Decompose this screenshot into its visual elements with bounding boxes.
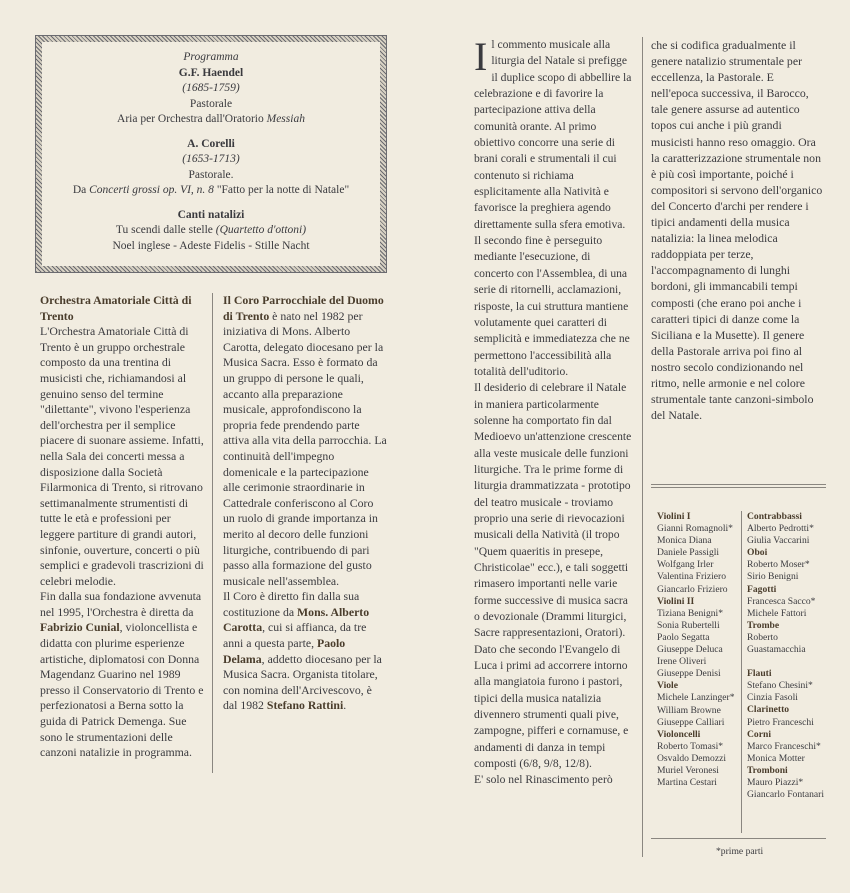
orchestra-paragraph-2: Fin dalla sua fondazione avvenuta nel 1995, l'Orchestra è diretta da Fabrizio Cunial, violoncellista e didatta con plurime esperienze artistiche, diplomatosi con Donna Magendanz Guarino nel 1989 presso il Conservatorio di Trento e perfezionatosi a Berna sotto la guida di Patrick Demenga. Sue sono le strumentazioni delle canzoni natalizie in programma. <box>40 589 204 760</box>
roster-musician: Sirio Benigni <box>747 571 799 583</box>
roster-section-heading: Contrabbassi <box>747 511 802 522</box>
roster-top-rule <box>651 484 826 485</box>
roster-section-heading: Violini I <box>657 511 691 522</box>
roster-section-heading: Trombe <box>747 619 780 631</box>
roster-section-heading: Oboi <box>747 547 768 559</box>
roster-musician: Alberto Pedrotti* <box>747 523 814 535</box>
drop-cap: I <box>474 34 488 79</box>
coro-paragraph-1: Il Coro Parrocchiale del Duomo di Trento è nato nel 1982 per iniziativa di Mons. Alberto Carotta, delegato diocesano per la Musica Sacra. Esso è formato da un gruppo di persone le quali, accanto alla preparazione musicale, approfondiscono la propria fede prendendo parte attiva alla vita della parrocchia. La continuità dell'impegno domenicale e la partecipazione alle cerimonie straordinarie in Cattedrale conferiscono al Coro un ruolo di grande importanza in merito al decoro delle funzioni liturgiche, contribuendo di pari passo alla formazione del gusto musicale nell'assemblea. <box>223 293 387 588</box>
essay-paragraph-3: E' solo nel Rinascimento però <box>474 773 613 787</box>
roster-musician: Michele Fattori <box>747 607 807 619</box>
roster-musician: Roberto Moser* <box>747 559 810 571</box>
carol-line-2: Noel inglese - Adeste Fidelis - Stille Nacht <box>112 239 310 252</box>
piece-detail: Da Concerti grossi op. VI, n. 8 "Fatto per la notte di Natale" <box>72 184 350 196</box>
roster-musician: Tiziana Benigni* <box>657 607 723 619</box>
roster-musician: Roberto Tomasi* <box>657 740 724 752</box>
roster-musician: Giuseppe Deluca <box>657 644 723 656</box>
essay-column-2 <box>651 37 823 423</box>
roster-section-heading: Tromboni <box>747 764 788 776</box>
roster-musician: Daniele Passigli <box>657 547 720 559</box>
carols-heading: Canti natalizi <box>177 208 245 221</box>
roster-musician: Wolfgang Irler <box>657 559 714 571</box>
roster-musician: Monica Motter <box>747 752 805 764</box>
column-divider <box>212 293 213 773</box>
roster-section-heading: Violoncelli <box>657 728 701 740</box>
essay-paragraph-2: Il desiderio di celebrare il Natale in maniera particolarmente solenne ha comportato fin dal Medioevo un'attenzione crescente alla veste musicale delle funzioni liturgiche. Tra le prime forme di liturgia drammatizzata - prototipo del teatro musicale - troviamo proprio una serie di rievocazioni musicali della Natività (il tropo "Quem quaeritis in presepe, Christicolae" ecc.), e tali soggetti rimasero importanti nelle varie forme successive di musica sacra o devozionale (Drammi liturgici, Sacre rappresentazioni, Oratori). Dato che secondo l'Evangelo di Luca i primi ad accorrere intorno alla mangiatoia furono i pastori, tipici della musica natalizia divennero strumenti quali pive, zampogne, pifferi e cornamuse, e andamenti di danza in tempi composti (6/8, 9/8, 12/8). <box>474 381 632 771</box>
roster-section-heading: Corni <box>747 728 771 740</box>
haendel-dates: (1685-1759) <box>182 82 240 94</box>
orchestra-paragraph-1: L'Orchestra Amatoriale Città di Trento è un gruppo orchestrale composto da una trentina di musicisti che, richiamandosi al genuino senso del termine "dilettante", vivono l'esperienza dell'orchestra per il semplice piacere di suonare assieme. Infatti, nella Sala dei concerti messa a disposizione dalla Società Filarmonica di Trento, si ritrovano settimanalmente strumentisti di tutte le età e professioni per leggere partiture di grandi autori, sinfonie, ouverture, concerti o più semplici e gradevoli trascrizioni di celebri melodie. <box>40 324 204 588</box>
roster-musician: Muriel Veronesi <box>657 764 719 776</box>
piece-detail: Aria per Orchestra dall'Oratorio Messiah <box>117 113 305 125</box>
composer-haendel: G.F. Haendel <box>178 66 244 79</box>
roster-musician: Francesca Sacco* <box>747 595 816 607</box>
roster-musician: Marco Franceschi* <box>747 740 821 752</box>
roster-footnote: *prime parti <box>716 846 764 857</box>
roster-musician: Giancarlo Fontanari <box>747 789 824 801</box>
roster-musician: Sonia Rubertelli <box>657 619 720 631</box>
roster-musician: Giuseppe Calliari <box>657 716 725 728</box>
roster-top-rule <box>651 487 826 488</box>
roster-section-heading: Clarinetto <box>747 704 790 716</box>
roster-left-column <box>657 511 742 789</box>
roster-right-column <box>747 511 832 801</box>
roster-bottom-rule <box>651 838 826 839</box>
roster-musician: Giuseppe Denisi <box>657 668 721 680</box>
orchestra-column <box>40 293 205 761</box>
roster-section-heading: Viole <box>657 680 678 692</box>
composer-corelli: A. Corelli <box>187 137 235 150</box>
roster-musician: Cinzia Fasoli <box>747 692 798 704</box>
roster-musician: Pietro Franceschi <box>747 716 814 728</box>
roster-musician: Valentina Friziero <box>657 571 726 583</box>
essay-paragraph-1: Il commento musicale alla liturgia del Natale si prefigge il duplice scopo di abbellire la celebrazione e di favorire la partecipazione attiva della comunità orante. Al primo obiettivo concorre una serie di brani corali e strumentali il cui contenuto si richiama esplicitamente alla Natività e favorisce la preghiera agendo direttamente sulla sfera emotiva. Il secondo fine è perseguito mediante l'esecuzione, di concerto con l'Assemblea, di una serie di ritornelli, acclamazioni, risposte, la cui struttura mantiene volutamente quei caratteri di semplicità e immediatezza che ne permettono l'accessibilità alla totalità dell'uditorio. <box>474 34 632 378</box>
roster-section-heading: Flauti <box>747 668 772 680</box>
piece-title: Pastorale <box>189 97 233 110</box>
roster-musician: Giulia Vaccarini <box>747 535 810 547</box>
roster-section-heading: Violini II <box>657 595 695 607</box>
roster-musician: Osvaldo Demozzi <box>657 752 727 764</box>
roster-musician: Stefano Chesini* <box>747 680 813 692</box>
coro-paragraph-2: Il Coro è diretto fin dalla sua costituzione da Mons. Alberto Carotta, cui si affianca, da tre anni a questa parte, Paolo Delama, addetto diocesano per la Musica Sacra. Organista titolare, con nomina dell'Arcivescovo, è dal 1982 Stefano Rattini. <box>223 589 382 713</box>
essay-paragraph-4: che si codifica gradualmente il genere natalizio strumentale per eccellenza, la Pastorale. E nell'epoca successiva, il Barocco, tale genere assurse ad autentico topos cui anche i più grandi musicisti hanno reso omaggio. Ora la caratterizzazione strumentale non è più così importante, poiché i compositori si servono dell'organico del Concerto d'archi per rendere i tipici andamenti della musica natalizia: la linea melodica raddoppiata per terze, l'accompagnamento di lunghi bordoni, gli immancabili tempi composti (che erano poi anche i caratteri tipici di danze come la Siciliana e la Musette). Il genere della Pastorale arriva poi fino al nostro secolo condizionando nel ritmo, nelle armonie e nel colore strumentale tante canzoni-simbolo del Natale. <box>651 38 823 423</box>
programme-box <box>36 36 386 272</box>
roster-musician: Paolo Segatta <box>657 631 710 643</box>
roster-musician: Irene Oliveri <box>657 656 707 668</box>
roster-section-heading: Fagotti <box>747 583 777 595</box>
carol-line-1: Tu scendi dalle stelle (Quartetto d'ottoni) <box>115 224 307 236</box>
programme-heading: Programma <box>183 51 239 63</box>
coro-column <box>223 293 388 714</box>
column-divider <box>642 37 643 857</box>
corelli-dates: (1653-1713) <box>182 153 240 165</box>
roster-musician: Roberto Guastamacchia <box>747 631 806 656</box>
essay-column-1 <box>474 34 632 789</box>
roster-musician: Martina Cestari <box>657 777 717 789</box>
roster-musician: Monica Diana <box>657 535 712 547</box>
roster-musician: William Browne <box>657 704 721 716</box>
roster-musician: Gianni Romagnoli* <box>657 523 733 535</box>
roster-musician: Giancarlo Friziero <box>657 583 728 595</box>
roster-musician: Michele Lanzinger* <box>657 692 735 704</box>
roster-musician: Mauro Piazzi* <box>747 776 804 788</box>
piece-title: Pastorale. <box>188 168 234 181</box>
orchestra-title: Orchestra Amatoriale Città di Trento <box>40 293 192 323</box>
roster-gap <box>747 656 832 668</box>
